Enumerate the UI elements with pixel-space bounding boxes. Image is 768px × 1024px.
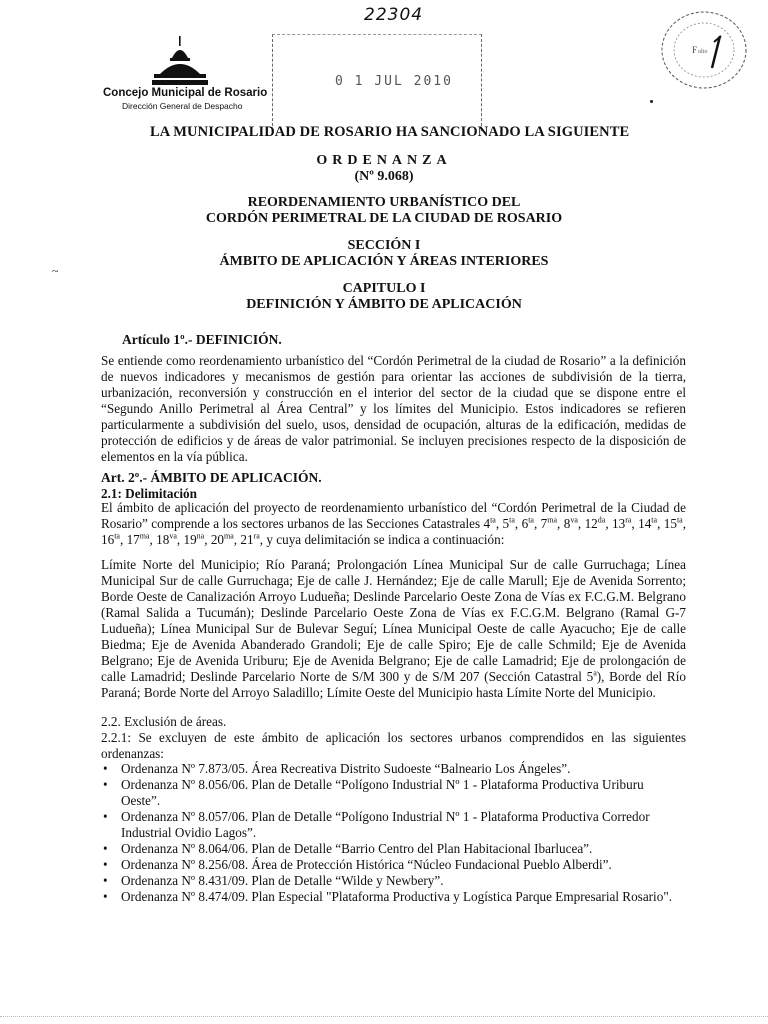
seccion-catastral: $5^{ta}$: [502, 515, 515, 531]
subsection-2-1-tail: , y cuya delimitación se indica a continuación:: [259, 532, 505, 547]
seccion-catastral: $7^{ma}$: [540, 515, 558, 531]
margin-mark-icon: ~: [52, 264, 59, 278]
article-2-title: Art. 2º.- ÁMBITO DE APLICACIÓN.: [101, 470, 322, 485]
ordinance-list-item: • Ordenanza Nº 8.056/06. Plan de Detalle “Polígono Industrial Nº 1 - Plataforma Productiva Uriburu Oeste”.: [101, 777, 686, 809]
chapter-heading: CAPITULO I: [342, 281, 426, 296]
subject-line-1: REORDENAMIENTO URBANÍSTICO DEL: [247, 195, 521, 210]
folio-stamp-icon: [654, 6, 750, 94]
ordinance-list-item: • Ordenanza Nº 8.431/09. Plan de Detalle “Wilde y Newbery”.: [101, 873, 686, 889]
seccion-catastral: $8^{va}$: [563, 515, 578, 531]
ordinance-list-item: • Ordenanza Nº 8.256/08. Área de Protección Histórica “Núcleo Fundacional Pueblo Alberdi”.: [101, 857, 686, 873]
ordenanza-number: (Nº 9.068): [354, 169, 414, 184]
sanciona-heading: LA MUNICIPALIDAD DE ROSARIO HA SANCIONADO LA SIGUIENTE: [150, 124, 630, 140]
subsection-2-1-text: [101, 500, 686, 548]
ordinance-list-item: • Ordenanza Nº 8.474/09. Plan Especial "Plataforma Productiva y Logística Parque Empresarial Rosario".: [101, 889, 686, 905]
subject-line-2: CORDÓN PERIMETRAL DE LA CIUDAD DE ROSARIO: [205, 211, 563, 226]
article-1-title: Artículo 1º.- DEFINICIÓN.: [122, 332, 282, 347]
svg-text:F: F: [692, 45, 698, 55]
seccion-catastral: $20^{ma}$: [210, 531, 234, 547]
handwritten-number: 22304: [364, 5, 424, 25]
seccion-catastral: $14^{ta}$: [638, 515, 658, 531]
article-1-text: Se entiende como reordenamiento urbanístico del “Cordón Perimetral de la ciudad de Rosario” a la definición de nuevos indicadores y mecanismos de gestión para orientar las acciones de subdivisión de la tierra, urbanización, reconversión y construcción en el interior del sector de la ciudad que se dispone entre el “Segundo Anillo Perimetral al Área Central” y los límites del Municipio. Estos indicadores se refieren particularmente a subdivisión del suelo, usos, densidad de ocupación, alturas de la edificación, medidas de protección de edificios y de áreas de valor patrimonial. Se incluyen precisiones respecto de la disposición de elementos en la vía pública.: [101, 353, 686, 464]
limits-text: [101, 557, 686, 701]
seccion-catastral: $15^{ta}$: [663, 515, 683, 531]
seccion-catastral: $6^{ta}$: [521, 515, 534, 531]
subsection-2-1-title: 2.1: Delimitación: [101, 486, 197, 501]
seccion-catastral: $19^{na}$: [183, 531, 205, 547]
seccion-catastral: $13^{ra}$: [612, 515, 632, 531]
limits-tail: ), Borde del Río Paraná; Borde Norte del Arroyo Saladillo; Límite Oeste del Municipio hasta Límite Norte del Municipio.: [101, 669, 686, 700]
seccion-catastral: $16^{ta}$: [101, 531, 120, 547]
seccion-catastral: $21^{ra}$: [240, 531, 260, 547]
excluded-ordinances-list: [101, 761, 686, 905]
subsection-2-2-title: 2.2. Exclusión de áreas.: [101, 714, 227, 729]
seccion-catastral: $4^{ta}$: [483, 515, 496, 531]
stray-mark: [650, 100, 653, 103]
section-title: ÁMBITO DE APLICACIÓN Y ÁREAS INTERIORES: [219, 254, 549, 269]
seccion-catastral: $18^{va}$: [156, 531, 177, 547]
subsection-2-1-intro: El ámbito de aplicación del proyecto de reordenamiento urbanístico del “Cordón Perimetral de la Ciudad de Rosario” comprende a los sectores urbanos de las Secciones Catastrales: [101, 500, 686, 531]
subsection-2-2-1-text: 2.2.1: Se excluyen de este ámbito de aplicación los sectores urbanos comprendidos en las siguientes ordenanzas:: [101, 730, 686, 761]
section-heading: SECCIÓN I: [347, 238, 421, 253]
stamp-date: 0 1 JUL 2010: [335, 74, 453, 89]
ordinance-list-item: • Ordenanza Nº 8.064/06. Plan de Detalle “Barrio Centro del Plan Habitacional Ibarlucea”.: [101, 841, 686, 857]
chapter-title: DEFINICIÓN Y ÁMBITO DE APLICACIÓN: [246, 297, 522, 312]
scan-edge-noise: [0, 1016, 768, 1019]
concejo-dome-logo-icon: [150, 36, 214, 88]
ordinance-list-item: • Ordenanza Nº 7.873/05. Área Recreativa Distrito Sudoeste “Balneario Los Ángeles”.: [101, 761, 686, 777]
ordenanza-heading: ORDENANZA: [316, 153, 452, 168]
svg-text:olio: olio: [698, 49, 708, 55]
limits-superscript: a: [593, 668, 597, 678]
limits-body: Límite Norte del Municipio; Río Paraná; Prolongación Línea Municipal Sur de calle Gurruchaga; Línea Municipal Sur de calle Gurruchaga; Eje de calle J. Hernández; Eje de calle Marull; Eje de Avenida Sorrento; Borde Oeste de Canalización Arroyo Ludueña; Deslinde Parcelario Oeste Zona de Vías ex F.C.G.M. Belgrano (Ramal Salida a Tucumán); Deslinde Parcelario Oeste Zona de Vías ex F.C.G.M. Belgrano (Ramal G-7 Ludueña); Línea Municipal Sur de Bulevar Seguí; Línea Municipal Oeste de calle Ayacucho; Eje de calle Biedma; Eje de Avenida Abanderado Grandoli; Eje de calle Spiro; Eje de calle Schmild; Eje de Avenida Belgrano; Eje de Avenida Uriburu; Eje de Avenida Belgrano; Eje de calle Lamadrid; Eje de prolongación de calle Lamadrid; Deslinde Parcelario Norte de S/M 300 y de S/M 207 (Sección Catastral 5: [101, 557, 686, 684]
secciones-list: $4^{ta}$, $5^{ta}$, $6^{ta}$, $7^{ma}$, $8^{va}$, $12^{da}$, $13^{ra}$, $14^{ta}$, $15^{ta}$, $16^{ta}$, $17^{ma}$, $18^{va}$, $19^{na}$, $20^{ma}$, $21^{ra}$: [101, 515, 687, 547]
seccion-catastral: $17^{ma}$: [126, 531, 150, 547]
seccion-catastral: $12^{da}$: [584, 515, 606, 531]
org-name: Concejo Municipal de Rosario: [103, 87, 268, 99]
org-subtitle: Dirección General de Despacho: [122, 101, 243, 111]
ordinance-list-item: • Ordenanza Nº 8.057/06. Plan de Detalle “Polígono Industrial Nº 1 - Plataforma Productiva Corredor Industrial Ovidio Lagos”.: [101, 809, 686, 841]
